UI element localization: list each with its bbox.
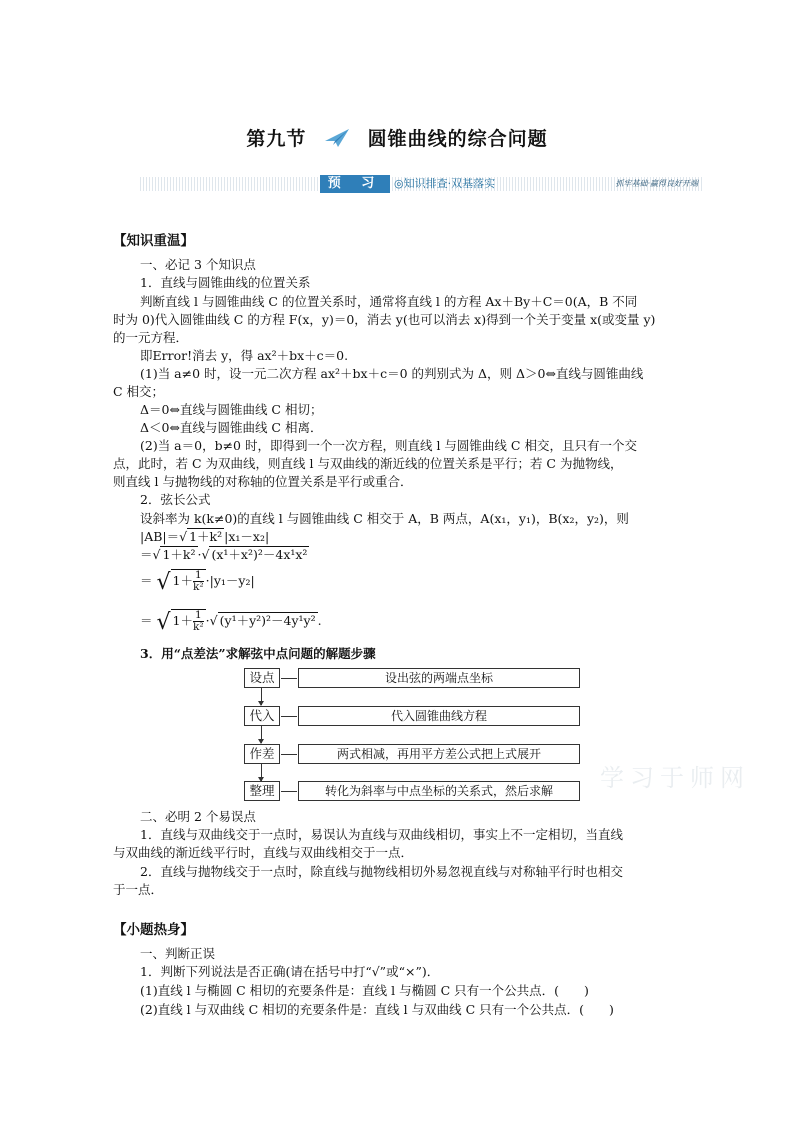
paragraph-line: 即Error!消去 y，得 ax²＋bx＋c＝0. — [140, 348, 349, 363]
flow-step-label: 整理 — [244, 781, 280, 801]
part-title: 一、必记 3 个知识点 — [140, 257, 256, 272]
paragraph-line: 的一元方程． — [113, 330, 189, 345]
section-heading-warmup: 【小题热身】 — [113, 922, 194, 938]
formula-lhs: |AB|＝ — [140, 529, 180, 544]
formula-lhs: ＝ — [140, 547, 153, 562]
flow-step-box: 两式相减，再用平方差公式把上式展开 — [298, 744, 580, 764]
page-title — [0, 124, 794, 151]
radicand: 1＋k² — [189, 529, 223, 544]
sqrt-sign: √ — [156, 570, 171, 595]
flow-step-label: 设点 — [244, 668, 280, 688]
banner-tag: 预 习 — [320, 175, 390, 193]
title-topic: 圆锥曲线的综合问题 — [367, 128, 548, 150]
fraction: $\frac{1}{\text{k²}}$ — [193, 569, 204, 593]
formula-lhs: ＝ — [140, 573, 153, 588]
flow-step-box: 设出弦的两端点坐标 — [298, 668, 580, 688]
item-title: 3．用“点差法”求解弦中点问题的解题步骤 — [140, 646, 376, 661]
item-title: 1．直线与圆锥曲线的位置关系 — [140, 275, 311, 290]
part-title: 二、必明 2 个易误点 — [140, 809, 256, 824]
sqrt-sign: √ — [156, 610, 171, 635]
question-line: (1)直线 l 与椭圆 C 相切的充要条件是：直线 l 与椭圆 C 只有一个公共点．( ) — [140, 983, 589, 998]
formula-tail: |x₁－x₂| — [224, 529, 270, 544]
paragraph-line: (2)当 a＝0，b≠0 时，即得到一个一次方程，则直线 l 与圆锥曲线 C 相交，且只有一个交 — [140, 438, 637, 453]
section-heading-knowledge: 【知识重温】 — [113, 233, 194, 249]
radicand: (x¹＋x²)²－4x¹x² — [211, 547, 308, 562]
flow-step-box: 转化为斜率与中点坐标的关系式，然后求解 — [298, 781, 580, 801]
paragraph-line: 时为 0)代入圆锥曲线 C 的方程 F(x，y)＝0，消去 y(也可以消去 x)得到一个关于变量 x(或变量 y) — [113, 312, 656, 327]
arrow-down-icon — [261, 688, 262, 705]
radicand: 1＋k² — [162, 547, 196, 562]
flow-step-box: 代入圆锥曲线方程 — [298, 706, 580, 726]
part-title: 一、判断正误 — [140, 946, 216, 961]
paragraph-line: 2．直线与抛物线交于一点时，除直线与抛物线相切外易忽视直线与对称轴平行时也相交 — [140, 864, 623, 879]
formula-tail: ·|y₁－y₂| — [205, 573, 255, 588]
paragraph-line: 判断直线 l 与圆锥曲线 C 的位置关系时，通常将直线 l 的方程 Ax＋By＋C＝0(A，B 不同 — [140, 294, 638, 309]
sqrt-sign: √ — [201, 547, 210, 562]
banner-slogan: 抓牢基础·赢得良好开端 — [615, 179, 698, 188]
banner-subtitle: ◎知识排查·双基落实 — [394, 177, 496, 190]
flow-connector — [281, 678, 297, 679]
item-title: 2．弦长公式 — [140, 492, 211, 507]
paper-plane-icon — [324, 128, 350, 148]
paragraph-line: 点，此时，若 C 为双曲线，则直线 l 与双曲线的渐近线的位置关系是平行；若 C 为抛物线， — [113, 456, 623, 471]
sqrt-sign: √ — [179, 529, 188, 544]
flow-connector — [281, 791, 297, 792]
flow-connector — [281, 716, 297, 717]
paragraph-line: C 相交； — [113, 384, 165, 399]
radicand: 1＋ $\frac{1}{\text{k²}}$ — [171, 609, 206, 633]
radicand: (y¹＋y²)²－4y¹y² — [219, 613, 316, 628]
arrow-down-icon — [261, 726, 262, 743]
paragraph-line: 与双曲线的渐近线平行时，直线与双曲线相交于一点． — [113, 845, 414, 860]
paragraph-line: 于一点． — [113, 882, 164, 897]
paragraph-line: 则直线 l 与抛物线的对称轴的位置关系是平行或重合． — [113, 474, 413, 489]
formula-line: ＝ √ 1＋ $\frac{1}{\text{k²}}$ ·√ (y¹＋y²)²－4y¹y² . — [140, 609, 322, 635]
question-line: 1．判断下列说法是否正确(请在括号中打“√”或“×”)． — [140, 964, 440, 979]
fraction: $\frac{1}{\text{k²}}$ — [193, 609, 204, 633]
arrow-down-icon — [261, 764, 262, 781]
paragraph-line: Δ＝0⇔直线与圆锥曲线 C 相切； — [140, 402, 323, 417]
flow-step-label: 作差 — [244, 744, 280, 764]
sqrt-sign: √ — [209, 613, 218, 628]
paragraph-line: (1)当 a≠0 时，设一元二次方程 ax²＋bx＋c＝0 的判别式为 Δ，则 Δ＞0⇔直线与圆锥曲线 — [140, 366, 644, 381]
title-section-number: 第九节 — [246, 128, 307, 150]
question-line: (2)直线 l 与双曲线 C 相切的充要条件是：直线 l 与双曲线 C 只有一个公共点．( ) — [140, 1002, 614, 1017]
paragraph-line: 1．直线与双曲线交于一点时，易误认为直线与双曲线相切，事实上不一定相切，当直线 — [140, 827, 623, 842]
formula-line — [140, 528, 269, 546]
paragraph-line: Δ＜0⇔直线与圆锥曲线 C 相离． — [140, 420, 323, 435]
paragraph-line: 设斜率为 k(k≠0)的直线 l 与圆锥曲线 C 相交于 A，B 两点，A(x₁，y₁)，B(x₂，y₂)，则 — [140, 511, 629, 526]
formula-line: ＝√ 1＋k² ·√ (x¹＋x²)²－4x¹x² — [140, 547, 308, 562]
formula-line — [140, 568, 255, 596]
radicand: 1＋ $\frac{1}{\text{k²}}$ — [171, 569, 206, 593]
flow-connector — [281, 754, 297, 755]
flow-step-label: 代入 — [244, 706, 280, 726]
preview-banner — [140, 173, 704, 195]
sqrt-sign: √ — [152, 547, 161, 562]
formula-lhs: ＝ — [140, 613, 153, 628]
watermark: 学习于师网 — [600, 764, 750, 792]
